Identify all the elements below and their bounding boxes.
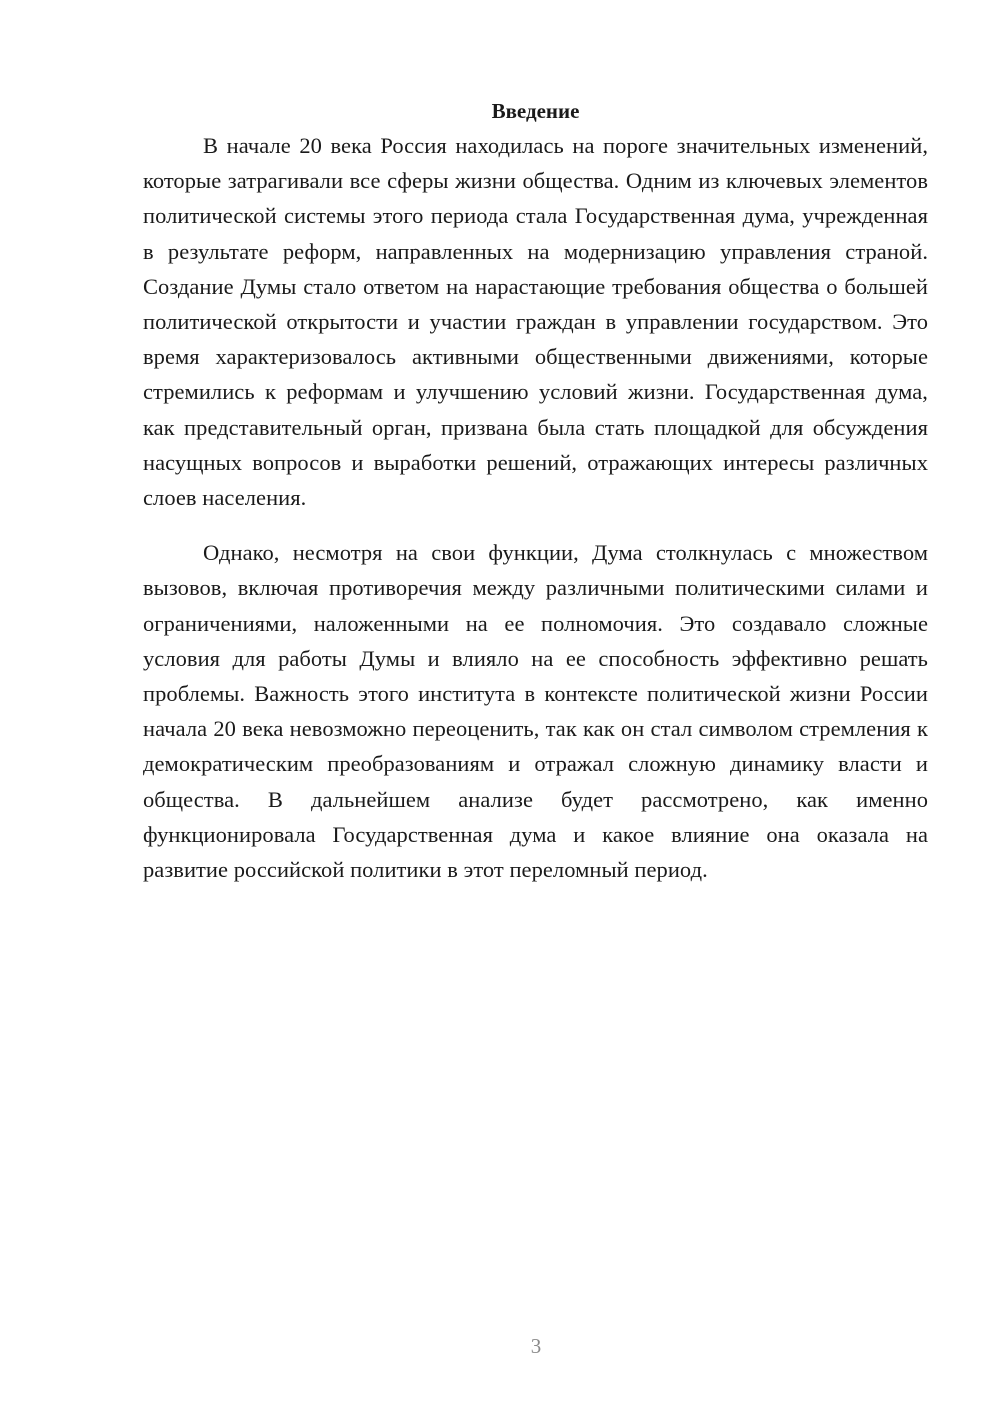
document-page bbox=[143, 96, 928, 887]
paragraph-2: Однако, несмотря на свои функции, Дума столкнулась с множеством вызовов, включая противоречия между различными политическими силами и ограничениями, наложенными на ее полномочия. Это создавало сложные условия для работы Думы и влияло на ее способность эффективно решать проблемы. Важность этого института в контексте политической жизни России начала 20 века невозможно переоценить, так как он стал символом стремления к демократическим преобразованиям и отражал сложную динамику власти и общества. В дальнейшем анализе будет рассмотрено, как именно функционировала Государственная дума и какое влияние она оказала на развитие российской политики в этот переломный период. bbox=[143, 540, 928, 883]
section-heading: Введение bbox=[491, 99, 580, 123]
paragraph-1: В начале 20 века Россия находилась на пороге значительных изменений, которые затрагивали все сферы жизни общества. Одним из ключевых элементов политической системы этого периода стала Государственная дума, учрежденная в результате реформ, направленных на модернизацию управления страной. Создание Думы стало ответом на нарастающие требования общества о большей политической открытости и участии граждан в управлении государством. Это время характеризовалось активными общественными движениями, которые стремились к реформам и улучшению условий жизни. Государственная дума, как представительный орган, призвана была стать площадкой для обсуждения насущных вопросов и выработки решений, отражающих интересы различных слоев населения. bbox=[143, 133, 928, 511]
page-number: 3 bbox=[530, 1334, 542, 1358]
